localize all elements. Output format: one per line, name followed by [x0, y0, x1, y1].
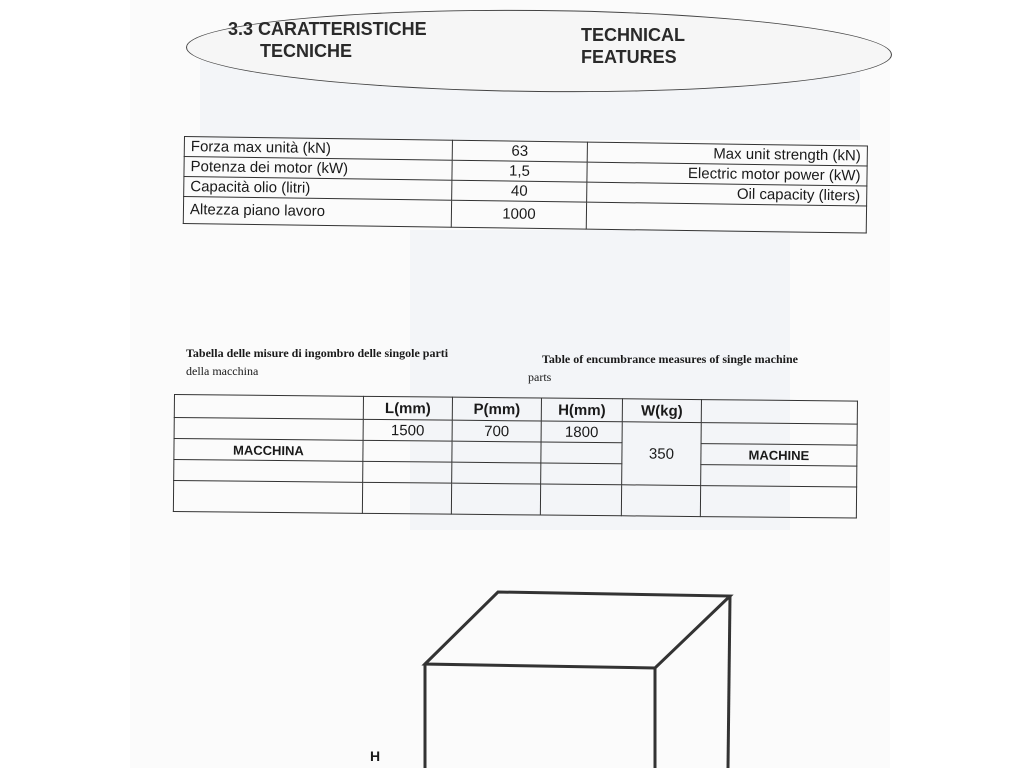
value-height: 1800	[541, 421, 622, 443]
value-depth: 700	[452, 420, 541, 442]
caption-italian-bold: Tabella delle misure di ingombro delle singole parti	[186, 346, 449, 360]
spec-value: 63	[452, 140, 587, 162]
value-length: 1500	[363, 419, 452, 441]
spec-value: 40	[452, 180, 587, 202]
height-dimension-label: H	[370, 748, 381, 764]
spec-label-en: Max unit strength (kN)	[587, 142, 867, 166]
section-title-italian-line2: TECNICHE	[260, 41, 353, 61]
machine-label-it: MACCHINA	[174, 439, 363, 462]
header-length: L(mm)	[363, 396, 452, 420]
section-title-english-line1: TECHNICAL	[581, 25, 685, 45]
spec-value: 1000	[451, 200, 586, 229]
value-weight: 350	[622, 422, 702, 486]
header-height: H(mm)	[541, 398, 622, 422]
spec-label-en: Oil capacity (liters)	[587, 182, 867, 206]
spec-label-it: Forza max unità (kN)	[184, 137, 452, 161]
caption-english-bold: Table of encumbrance measures of single machine	[542, 352, 798, 366]
caption-english-rest: parts	[528, 370, 552, 384]
spec-label-en: Electric motor power (kW)	[587, 162, 867, 186]
spec-label-it: Capacità olio (litri)	[184, 177, 452, 201]
header-depth: P(mm)	[452, 397, 541, 421]
spec-value: 1,5	[452, 160, 587, 182]
header-weight: W(kg)	[622, 399, 701, 423]
box-top-face	[425, 592, 730, 668]
machine-label-en: MACHINE	[701, 444, 857, 466]
box-outline	[425, 592, 730, 768]
caption-italian-rest: della macchina	[186, 364, 259, 378]
box-back-right-edge	[728, 596, 730, 768]
section-title-italian-line1: 3.3 CARATTERISTICHE	[228, 19, 427, 39]
spec-label-it: Potenza dei motor (kW)	[184, 157, 452, 181]
section-title-english-line2: FEATURES	[581, 47, 677, 67]
spec-label-it: Altezza piano lavoro	[183, 197, 451, 228]
